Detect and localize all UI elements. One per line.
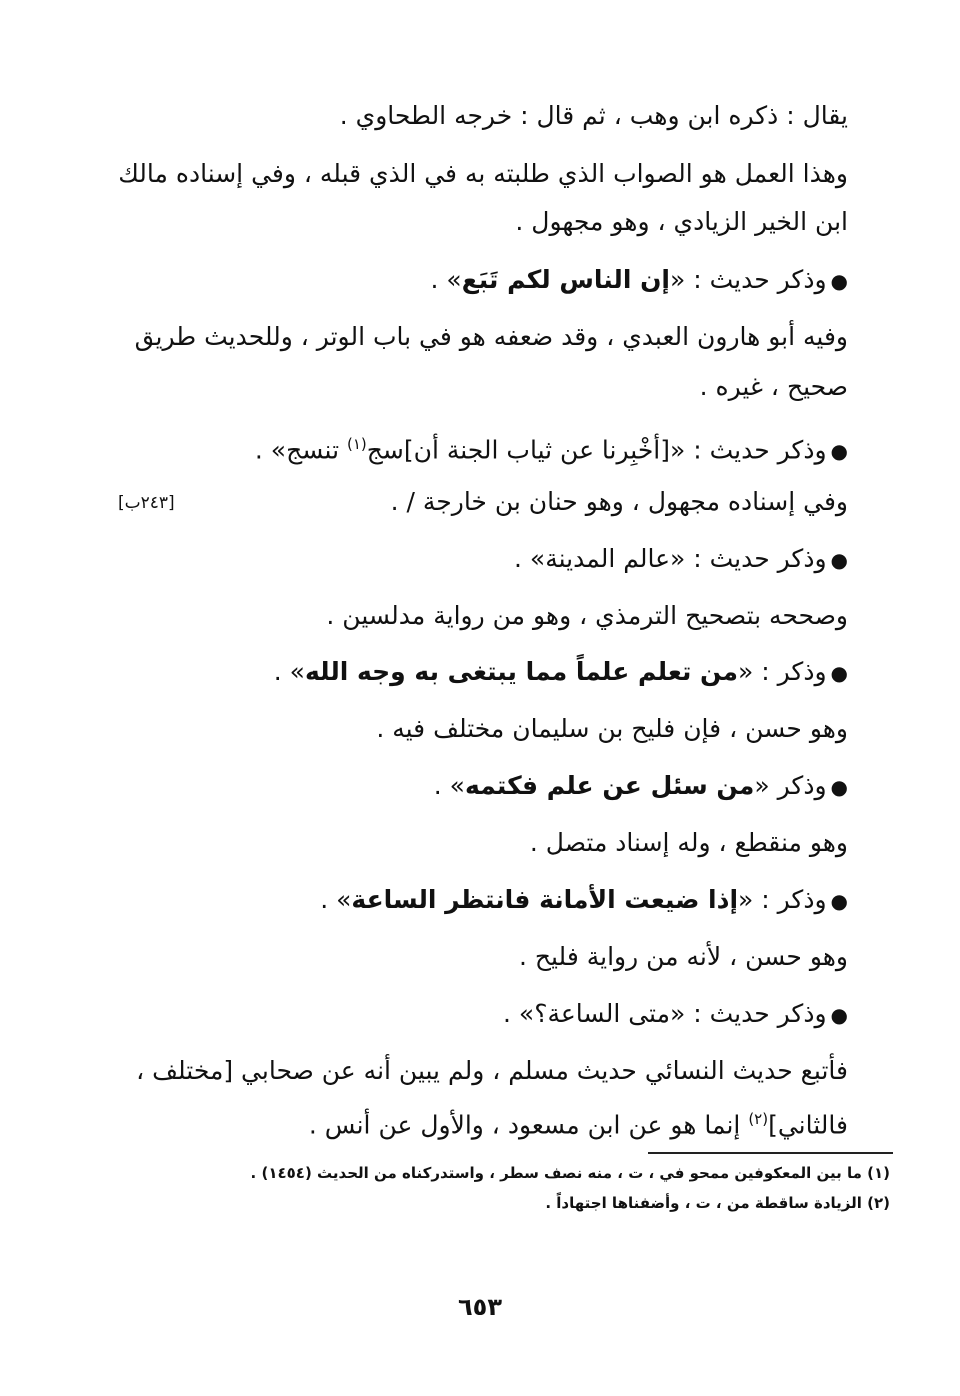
entry-prefix: وذكر حديث : « xyxy=(670,265,827,294)
entry-prefix: وذكر « xyxy=(754,771,827,800)
text-line-3: ابن الخير الزيادي ، وهو مجهول . xyxy=(515,207,848,236)
footnote-2: (٢) الزيادة ساقطة من ، ت ، وأضفناها اجتهاداً . xyxy=(545,1194,890,1212)
text-line-19 xyxy=(309,1097,848,1141)
hadith-text: إن الناس لكم تَبَع xyxy=(461,265,670,294)
hadith-entry-2 xyxy=(255,422,848,466)
text-line-8: وفي إسناده مجهول ، وهو حنان بن خارجة / . xyxy=(390,487,848,516)
entry-prefix: وذكر : « xyxy=(738,885,827,914)
entry-suffix: » . xyxy=(430,265,462,294)
entry-prefix: وذكر حديث : «[أخْبِرنا عن ثياب الجنة أن]سج xyxy=(366,435,827,465)
footnote-marker-2: (٢) xyxy=(748,1110,769,1128)
text-line-18: فأتبع حديث النسائي حديث مسلم ، ولم يبين أنه عن صحابي [مختلف ، xyxy=(136,1056,848,1085)
hadith-entry-4 xyxy=(274,650,848,694)
hadith-text: من سئل عن علم فكتمه xyxy=(464,771,755,800)
footnote-1: (١) ما بين المعكوفين ممحو في ، ت ، منه نصف سطر ، واستدركناه من الحديث (١٤٥٤) . xyxy=(250,1164,890,1182)
entry-suffix: » . xyxy=(273,657,305,686)
entry-suffix: » . xyxy=(433,771,465,800)
text-line-12: وهو حسن ، فإن فليح بن سليمان مختلف فيه . xyxy=(376,714,848,743)
text-line-6: صحيح ، غيره . xyxy=(699,372,848,401)
hadith-entry-6 xyxy=(320,878,848,922)
page-number: ٦٥٣ xyxy=(458,1293,502,1321)
hadith-entry-3: ● وذكر حديث : «عالم المدينة» . xyxy=(514,537,848,581)
text-line-1: يقال : ذكره ابن وهب ، ثم قال : خرجه الطحاوي . xyxy=(339,101,848,130)
text-line-10: وصححه بتصحيح الترمذي ، وهو من رواية مدلسين . xyxy=(326,601,848,630)
line-prefix: فالثاني] xyxy=(768,1110,848,1140)
text-line-5: وفيه أبو هارون العبدي ، وقد ضعفه هو في باب الوتر ، وللحديث طريق xyxy=(134,322,848,351)
text-line-2: وهذا العمل هو الصواب الذي طلبته به في الذي قبله ، وفي إسناده مالك xyxy=(118,159,848,188)
hadith-text: من تعلم علماً مما يبتغى به وجه الله xyxy=(304,657,739,686)
entry-suffix: » . xyxy=(320,885,352,914)
line-suffix: إنما هو عن ابن مسعود ، والأول عن أنس . xyxy=(308,1110,749,1140)
text-line-14: وهو منقطع ، وله إسناد متصل . xyxy=(529,828,848,857)
entry-suffix: تنسج» . xyxy=(254,435,347,465)
folio-margin-note: [٢٤٣ب] xyxy=(118,493,175,513)
footnote-divider xyxy=(648,1152,893,1154)
hadith-entry-1 xyxy=(431,258,848,302)
text-line-16: وهو حسن ، لأنه من رواية فليح . xyxy=(518,942,848,971)
hadith-text: إذا ضيعت الأمانة فانتظر الساعة xyxy=(351,885,739,914)
hadith-entry-5 xyxy=(434,764,848,808)
hadith-entry-7: ● وذكر حديث : «متى الساعة؟» . xyxy=(503,992,848,1036)
footnote-marker-1: (١) xyxy=(346,435,367,453)
entry-prefix: وذكر : « xyxy=(738,657,827,686)
